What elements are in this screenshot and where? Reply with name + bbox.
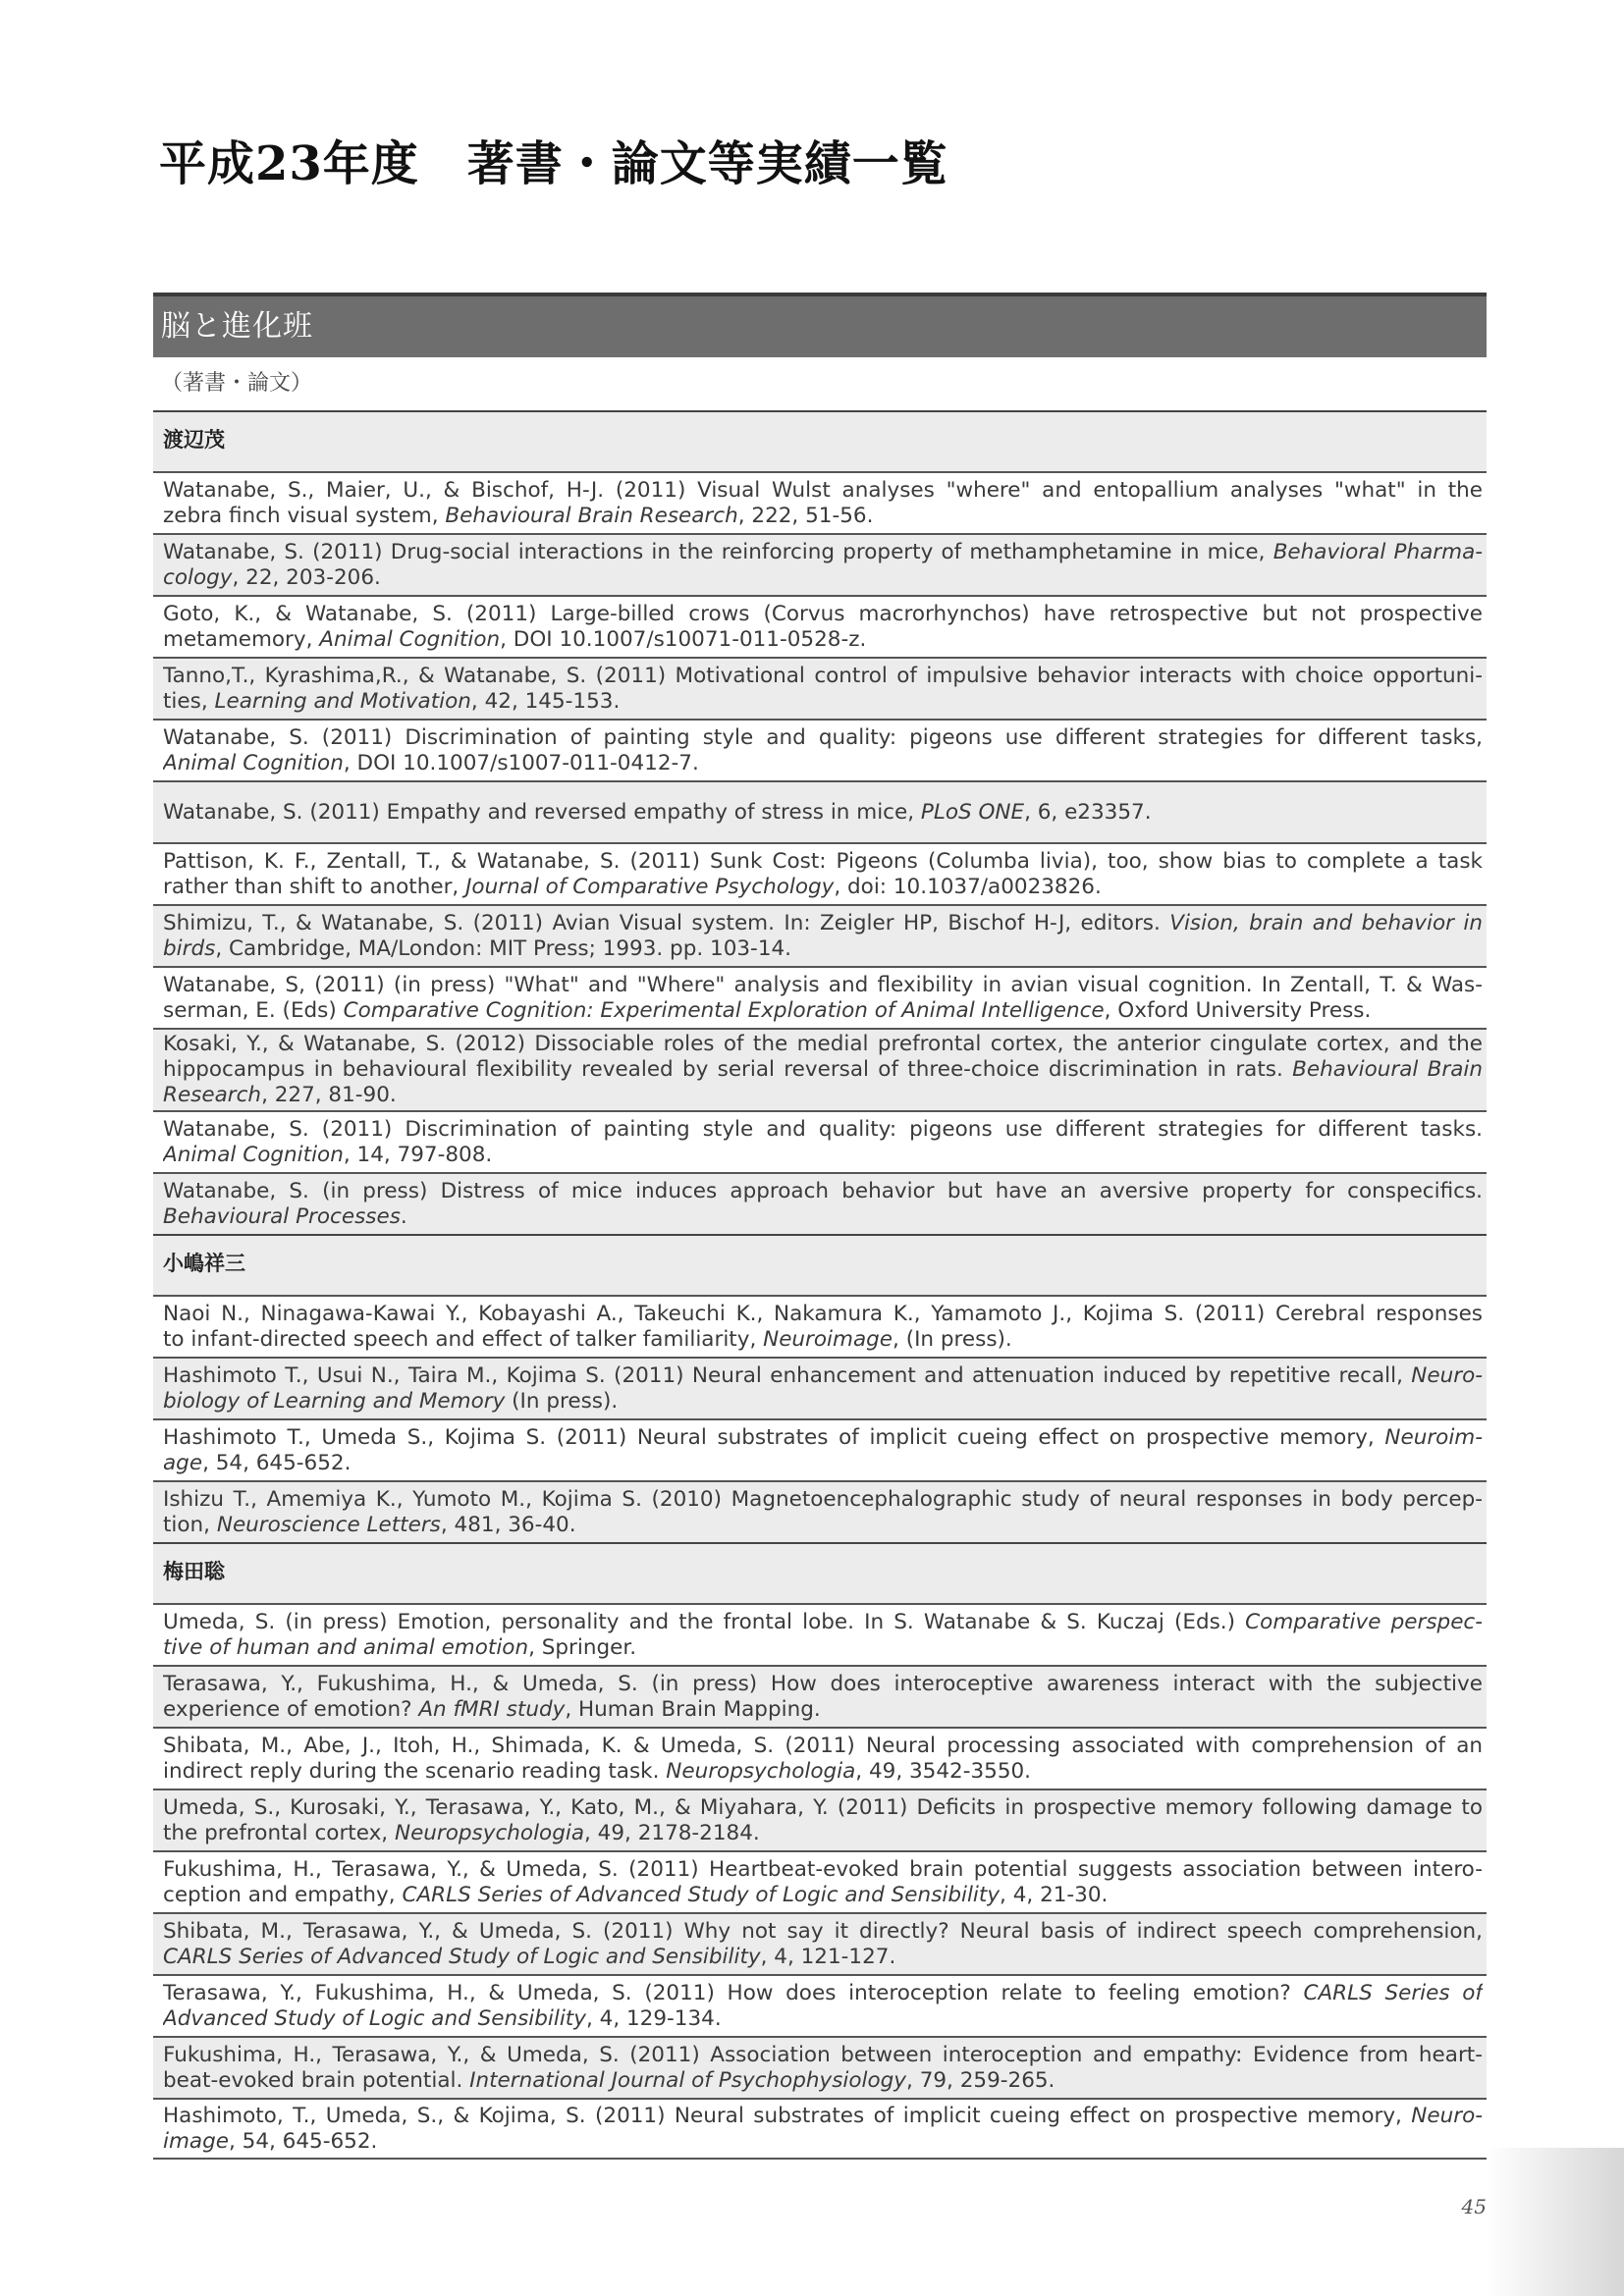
citation-text: experience of emotion? [163, 1696, 419, 1722]
entry-line [163, 1857, 1483, 1883]
citation-text: , DOI 10.1007/s1007-011-0412-7. [343, 750, 699, 775]
entry-line [163, 1032, 1483, 1057]
entry-line [163, 1759, 1483, 1785]
journal-title: Animal Cognition [163, 1142, 344, 1167]
citation-text: Terasawa, Y., Fukushima, H., & Umeda, S. (2011) How does interoception relate to feeling emotion? [163, 1980, 1304, 2005]
publication-entry [153, 1110, 1487, 1172]
citation-text: Watanabe, S. (2011) Discrimination of painting style and quality: pigeons use different strategies for different tasks. [163, 1116, 1483, 1142]
journal-title: Journal of Comparative Psychology [465, 874, 835, 899]
journal-title: Animal Cognition [163, 750, 344, 775]
citation-text: , Oxford University Press. [1104, 997, 1372, 1023]
citation-text: Fukushima, H., Terasawa, Y., & Umeda, S. (2011) Association between interoception and empathy: Evidence from heart- [163, 2042, 1483, 2067]
citation-text: Pattison, K. F., Zentall, T., & Watanabe, S. (2011) Sunk Cost: Pigeons (Columba livia), too, show bias to complete a task [163, 848, 1483, 874]
journal-title: An fMRI study [418, 1696, 566, 1722]
citation-text: Shibata, M., Abe, J., Itoh, H., Shimada, K. & Umeda, S. (2011) Neural processing associated with comprehension of an [163, 1733, 1483, 1758]
citation-text: Goto, K., & Watanabe, S. (2011) Large-billed crows (Corvus macrorhynchos) have retrospective but not prospective [163, 601, 1483, 626]
entry-line [163, 627, 1483, 653]
journal-title: International Journal of Psychophysiology [469, 2067, 907, 2093]
citation-text: the prefrontal cortex, [163, 1820, 395, 1845]
publication-entry [153, 657, 1487, 719]
citation-text: , 4, 129-134. [585, 2005, 722, 2031]
citation-text: Hashimoto T., Usui N., Taira M., Kojima S. (2011) Neural enhancement and attenuation induced by repetitive recall, [163, 1362, 1412, 1388]
citation-text: ception and empathy, [163, 1882, 403, 1907]
entry-line [163, 689, 1483, 715]
publication-entry [153, 471, 1487, 533]
citation-text: , 22, 203-206. [232, 564, 381, 590]
citation-text: rather than shift to another, [163, 874, 466, 899]
entry-line [163, 1635, 1483, 1661]
citation-text: , 4, 121-127. [760, 1944, 896, 1969]
entry-line [163, 1919, 1483, 1945]
publication-entry [153, 904, 1487, 966]
entry-line [163, 1083, 1483, 1108]
entry-line [163, 1363, 1483, 1389]
entry-line [163, 664, 1483, 689]
citation-text: beat-evoked brain potential. [163, 2067, 470, 2093]
journal-title: CARLS Series of [1303, 1980, 1483, 2005]
entry-line [163, 478, 1483, 504]
entry-line [163, 1302, 1483, 1327]
publication-entry [153, 595, 1487, 657]
citation-text: , (In press). [893, 1326, 1012, 1352]
citation-text: , 6, e23357. [1024, 799, 1152, 825]
entry-line [163, 2006, 1483, 2032]
entry-line [163, 1610, 1483, 1635]
citation-text: Kosaki, Y., & Watanabe, S. (2012) Dissociable roles of the medial prefrontal cortex, the anterior cingulate cortex, and the [163, 1032, 1483, 1056]
citation-text: metamemory, [163, 626, 320, 652]
entry-line [163, 751, 1483, 776]
section-subheading: （著書・論文） [161, 371, 313, 396]
entry-line [163, 540, 1483, 565]
citation-text: zebra finch visual system, [163, 503, 446, 528]
entry-line [163, 1981, 1483, 2006]
entry-line [163, 1672, 1483, 1697]
entry-line [163, 2043, 1483, 2068]
publication-entry [153, 533, 1487, 595]
journal-title: Neuroimage [763, 1326, 893, 1352]
citation-text: , doi: 10.1037/a0023826. [834, 874, 1102, 899]
entry-line [163, 1204, 1483, 1230]
journal-title: biology of Learning and Memory [163, 1388, 506, 1414]
citation-text: , Human Brain Mapping. [565, 1696, 821, 1722]
citation-text: Umeda, S. (in press) Emotion, personality and the frontal lobe. In S. Watanabe & S. Kuczaj (Eds.) [163, 1609, 1246, 1634]
publication-entry [153, 1418, 1487, 1480]
citation-text: Tanno,T., Kyrashima,R., & Watanabe, S. (2011) Motivational control of impulsive behavior interacts with choice opportuni- [163, 663, 1483, 688]
entry-line [163, 1179, 1483, 1204]
journal-title: Comparative perspec- [1245, 1609, 1483, 1634]
entry-line [163, 1821, 1483, 1846]
author-groups [153, 410, 1487, 2160]
citation-text: Hashimoto, T., Umeda, S., & Kojima, S. (2011) Neural substrates of implicit cueing effect on prospective memory, [163, 2103, 1412, 2128]
citation-text: , 14, 797-808. [343, 1142, 493, 1167]
citation-text: Watanabe, S, (2011) (in press) "What" and "Where" analysis and flexibility in avian visual cognition. In Zentall, T. & Was- [163, 972, 1483, 997]
citation-text: Watanabe, S. (2011) Discrimination of painting style and quality: pigeons use different strategies for different tasks, [163, 724, 1483, 750]
citation-text: , 4, 21-30. [1000, 1882, 1109, 1907]
entry-line [163, 504, 1483, 529]
journal-title: Behavioural Brain Research [445, 503, 738, 528]
entry-line [163, 2068, 1483, 2094]
journal-title: Comparative Cognition: Experimental Exploration of Animal Intelligence [343, 997, 1105, 1023]
publication-entry [153, 1295, 1487, 1357]
citation-text: , 481, 36-40. [440, 1512, 576, 1537]
citation-text: to infant-directed speech and effect of talker familiarity, [163, 1326, 764, 1352]
journal-title: image [163, 2128, 229, 2154]
citation-text: tion, [163, 1512, 217, 1537]
page-corner-shade [1487, 2148, 1624, 2296]
journal-title: Animal Cognition [319, 626, 501, 652]
publication-entry [153, 1603, 1487, 1665]
entry-line [163, 725, 1483, 751]
author-heading: 梅田聡 [153, 1542, 1487, 1603]
author-heading: 小嶋祥三 [153, 1234, 1487, 1295]
citation-text: , 54, 645-652. [202, 1450, 352, 1475]
journal-title: CARLS Series of Advanced Study of Logic and Sensibility [163, 1944, 761, 1969]
citation-text: indirect reply during the scenario reading task. [163, 1758, 667, 1784]
citation-text: ties, [163, 688, 215, 714]
citation-text: , 49, 3542-3550. [855, 1758, 1032, 1784]
citation-text: , 222, 51-56. [737, 503, 874, 528]
citation-text: Umeda, S., Kurosaki, Y., Terasawa, Y., Kato, M., & Miyahara, Y. (2011) Deficits in prospective memory following damage to [163, 1794, 1483, 1820]
publication-entry [153, 1172, 1487, 1234]
journal-title: age [163, 1450, 203, 1475]
citation-text: Watanabe, S. (2011) Empathy and reversed empathy of stress in mice, [163, 799, 921, 825]
citation-text: Naoi N., Ninagawa-Kawai Y., Kobayashi A., Takeuchi K., Nakamura K., Yamamoto J., Kojima S. (2011) Cerebral responses [163, 1301, 1483, 1326]
journal-title: Behavioral Pharma- [1272, 539, 1483, 564]
citation-text: , 42, 145-153. [470, 688, 621, 714]
entry-line [163, 1425, 1483, 1451]
journal-title: Behavioural Brain [1292, 1057, 1483, 1082]
entry-line [163, 2104, 1483, 2129]
publication-entry [153, 842, 1487, 904]
publication-entry [153, 1912, 1487, 1974]
publication-entry [153, 1789, 1487, 1850]
citation-text: , 227, 81-90. [261, 1083, 397, 1107]
entry-line [163, 911, 1483, 936]
journal-title: Neuro- [1411, 1362, 1483, 1388]
publication-entry [153, 1850, 1487, 1912]
publication-entry [153, 1974, 1487, 2036]
entry-line [163, 1883, 1483, 1908]
journal-title: tive of human and animal emotion [163, 1634, 529, 1660]
author-heading: 渡辺茂 [153, 410, 1487, 471]
journal-title: CARLS Series of Advanced Study of Logic and Sensibility [402, 1882, 1001, 1907]
entry-line [163, 1697, 1483, 1723]
journal-title: PLoS ONE [920, 799, 1025, 825]
entry-line [163, 1487, 1483, 1513]
journal-title: Advanced Study of Logic and Sensibility [163, 2005, 586, 2031]
citation-text: Watanabe, S. (in press) Distress of mice induces approach behavior but have an aversive property for conspecifics. [163, 1178, 1483, 1203]
citation-text: , DOI 10.1007/s10071-011-0528-z. [500, 626, 867, 652]
entry-line [163, 849, 1483, 875]
journal-title: Behavioural Processes [163, 1203, 401, 1229]
publication-list [153, 293, 1487, 2160]
journal-title: Neuropsychologia [666, 1758, 856, 1784]
citation-text: Shimizu, T., & Watanabe, S. (2011) Avian Visual system. In: Zeigler HP, Bischof H-J, editors. [163, 910, 1170, 935]
citation-text: Fukushima, H., Terasawa, Y., & Umeda, S. (2011) Heartbeat-evoked brain potential suggests association between intero- [163, 1856, 1483, 1882]
citation-text: , 49, 2178-2184. [584, 1820, 760, 1845]
entry-line [163, 565, 1483, 591]
entry-line [163, 1327, 1483, 1353]
entry-line [163, 2129, 1483, 2155]
journal-title: Research [163, 1083, 262, 1107]
entry-line [163, 1057, 1483, 1083]
entry-line [163, 1143, 1483, 1168]
entry-line [163, 1389, 1483, 1415]
citation-text: hippocampus in behavioural flexibility revealed by serial reversal of three-choice discrimination in rats. [163, 1057, 1293, 1082]
entry-line [163, 1513, 1483, 1538]
citation-text: Ishizu T., Amemiya K., Yumoto M., Kojima S. (2010) Magnetoencephalographic study of neural responses in body percep- [163, 1486, 1483, 1512]
citation-text: Watanabe, S. (2011) Drug-social interactions in the reinforcing property of methamphetamine in mice, [163, 539, 1273, 564]
publication-entry [153, 1357, 1487, 1418]
citation-text: Hashimoto T., Umeda S., Kojima S. (2011) Neural substrates of implicit cueing effect on prospective memory, [163, 1424, 1385, 1450]
entry-line [163, 800, 1483, 826]
citation-text: . [400, 1203, 407, 1229]
entry-line [163, 1451, 1483, 1476]
journal-title: cology [163, 564, 233, 590]
publication-entry [153, 719, 1487, 780]
journal-title: Neuro- [1411, 2103, 1483, 2128]
entry-line [163, 1795, 1483, 1821]
publication-entry [153, 1727, 1487, 1789]
entry-line [163, 1117, 1483, 1143]
citation-text: , 54, 645-652. [228, 2128, 378, 2154]
entry-line [163, 998, 1483, 1024]
entry-line [163, 936, 1483, 962]
publication-entry [153, 2036, 1487, 2098]
entry-line [163, 602, 1483, 627]
journal-title: Neuropsychologia [394, 1820, 585, 1845]
section-header: 脳と進化班 [153, 293, 1487, 357]
publication-entry [153, 1480, 1487, 1542]
publication-entry [153, 1028, 1487, 1110]
entry-line [163, 1945, 1483, 1970]
citation-text: , Cambridge, MA/London: MIT Press; 1993. pp. 103-14. [215, 935, 792, 961]
page-number: 45 [1461, 2195, 1487, 2218]
journal-title: Neuroim- [1384, 1424, 1483, 1450]
citation-text: serman, E. (Eds) [163, 997, 344, 1023]
citation-text: , Springer. [528, 1634, 637, 1660]
page-title: 平成23年度 著書・論文等実績一覧 [159, 136, 948, 191]
entry-line [163, 1734, 1483, 1759]
publication-entry [153, 966, 1487, 1028]
citation-text: (In press). [505, 1388, 619, 1414]
citation-text: , 79, 259-265. [906, 2067, 1056, 2093]
citation-text: Watanabe, S., Maier, U., & Bischof, H-J. (2011) Visual Wulst analyses "where" and entopallium analyses "what" in the [163, 477, 1483, 503]
entry-line [163, 973, 1483, 998]
journal-title: Learning and Motivation [214, 688, 471, 714]
citation-text: Terasawa, Y., Fukushima, H., & Umeda, S. (in press) How does interoceptive awareness interact with the subjective [163, 1671, 1483, 1696]
publication-entry [153, 1665, 1487, 1727]
journal-title: birds [163, 935, 216, 961]
publication-entry [153, 2098, 1487, 2160]
entry-line [163, 875, 1483, 900]
citation-text: Shibata, M., Terasawa, Y., & Umeda, S. (2011) Why not say it directly? Neural basis of indirect speech comprehension, [163, 1918, 1483, 1944]
journal-title: Vision, brain and behavior in [1169, 910, 1483, 935]
journal-title: Neuroscience Letters [216, 1512, 441, 1537]
publication-entry [153, 780, 1487, 842]
